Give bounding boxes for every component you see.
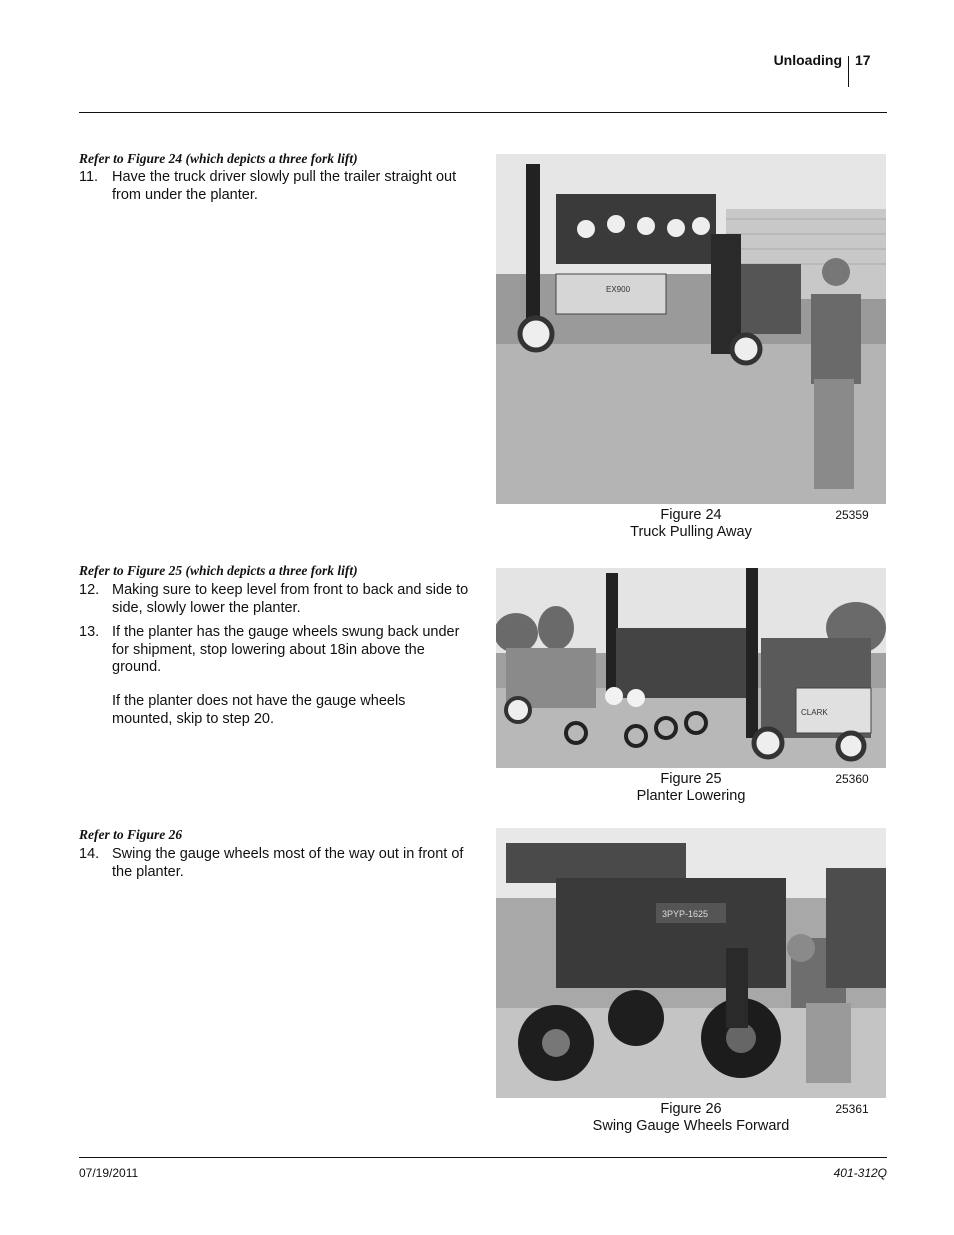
- figure-25-photo: [496, 568, 886, 768]
- header-rule: [79, 112, 887, 113]
- figure-label: Figure 26: [660, 1101, 722, 1117]
- figure-caption: Truck Pulling Away: [630, 524, 752, 540]
- header-divider: [848, 56, 849, 87]
- page-number: 17: [855, 52, 871, 68]
- note-text: If the planter does not have the gauge wheels mounted, skip to step 20.: [112, 693, 406, 727]
- figure-id: 25359: [835, 508, 869, 522]
- figure-caption: Planter Lowering: [636, 788, 746, 804]
- figure-id: 25361: [835, 1102, 869, 1116]
- step-text: Making sure to keep level from front to back and side to side, slowly lower the planter.: [112, 582, 469, 616]
- step-number: 12.: [79, 582, 100, 598]
- step-item: [79, 582, 469, 617]
- section-title: Unloading: [773, 52, 842, 68]
- figure-reference-intro: Refer to Figure 26: [79, 827, 183, 842]
- figure-label: Figure 25: [660, 771, 722, 787]
- step-item: [79, 624, 469, 677]
- step-text: Have the truck driver slowly pull the trailer straight out from under the planter.: [112, 169, 457, 203]
- footer-date: 07/19/2011: [79, 1166, 139, 1180]
- step-note: [79, 693, 469, 728]
- step-text: If the planter has the gauge wheels swung back under for shipment, stop lowering about 18in above the ground.: [112, 624, 460, 675]
- step-text: Swing the gauge wheels most of the way out in front of the planter.: [112, 846, 464, 880]
- step-number: 14.: [79, 846, 100, 862]
- step-item: [79, 846, 469, 881]
- footer-doc-number: 401-312Q: [833, 1166, 887, 1180]
- figure-reference-intro: Refer to Figure 24 (which depicts a three fork lift): [79, 151, 358, 166]
- figure-26-photo: [496, 828, 886, 1098]
- photo-text: 3PYP-1625: [662, 909, 709, 919]
- figure-label: Figure 24: [660, 507, 722, 523]
- footer-rule: [79, 1157, 887, 1158]
- figure-caption: Swing Gauge Wheels Forward: [592, 1118, 790, 1134]
- step-number: 11.: [79, 169, 99, 185]
- photo-text: EX900: [606, 285, 631, 294]
- figure-24-photo: [496, 154, 886, 504]
- figure-reference-intro: Refer to Figure 25 (which depicts a three fork lift): [79, 563, 358, 578]
- figure-id: 25360: [835, 772, 869, 786]
- photo-text: CLARK: [801, 708, 828, 717]
- step-item: [79, 169, 469, 204]
- step-number: 13.: [79, 624, 100, 640]
